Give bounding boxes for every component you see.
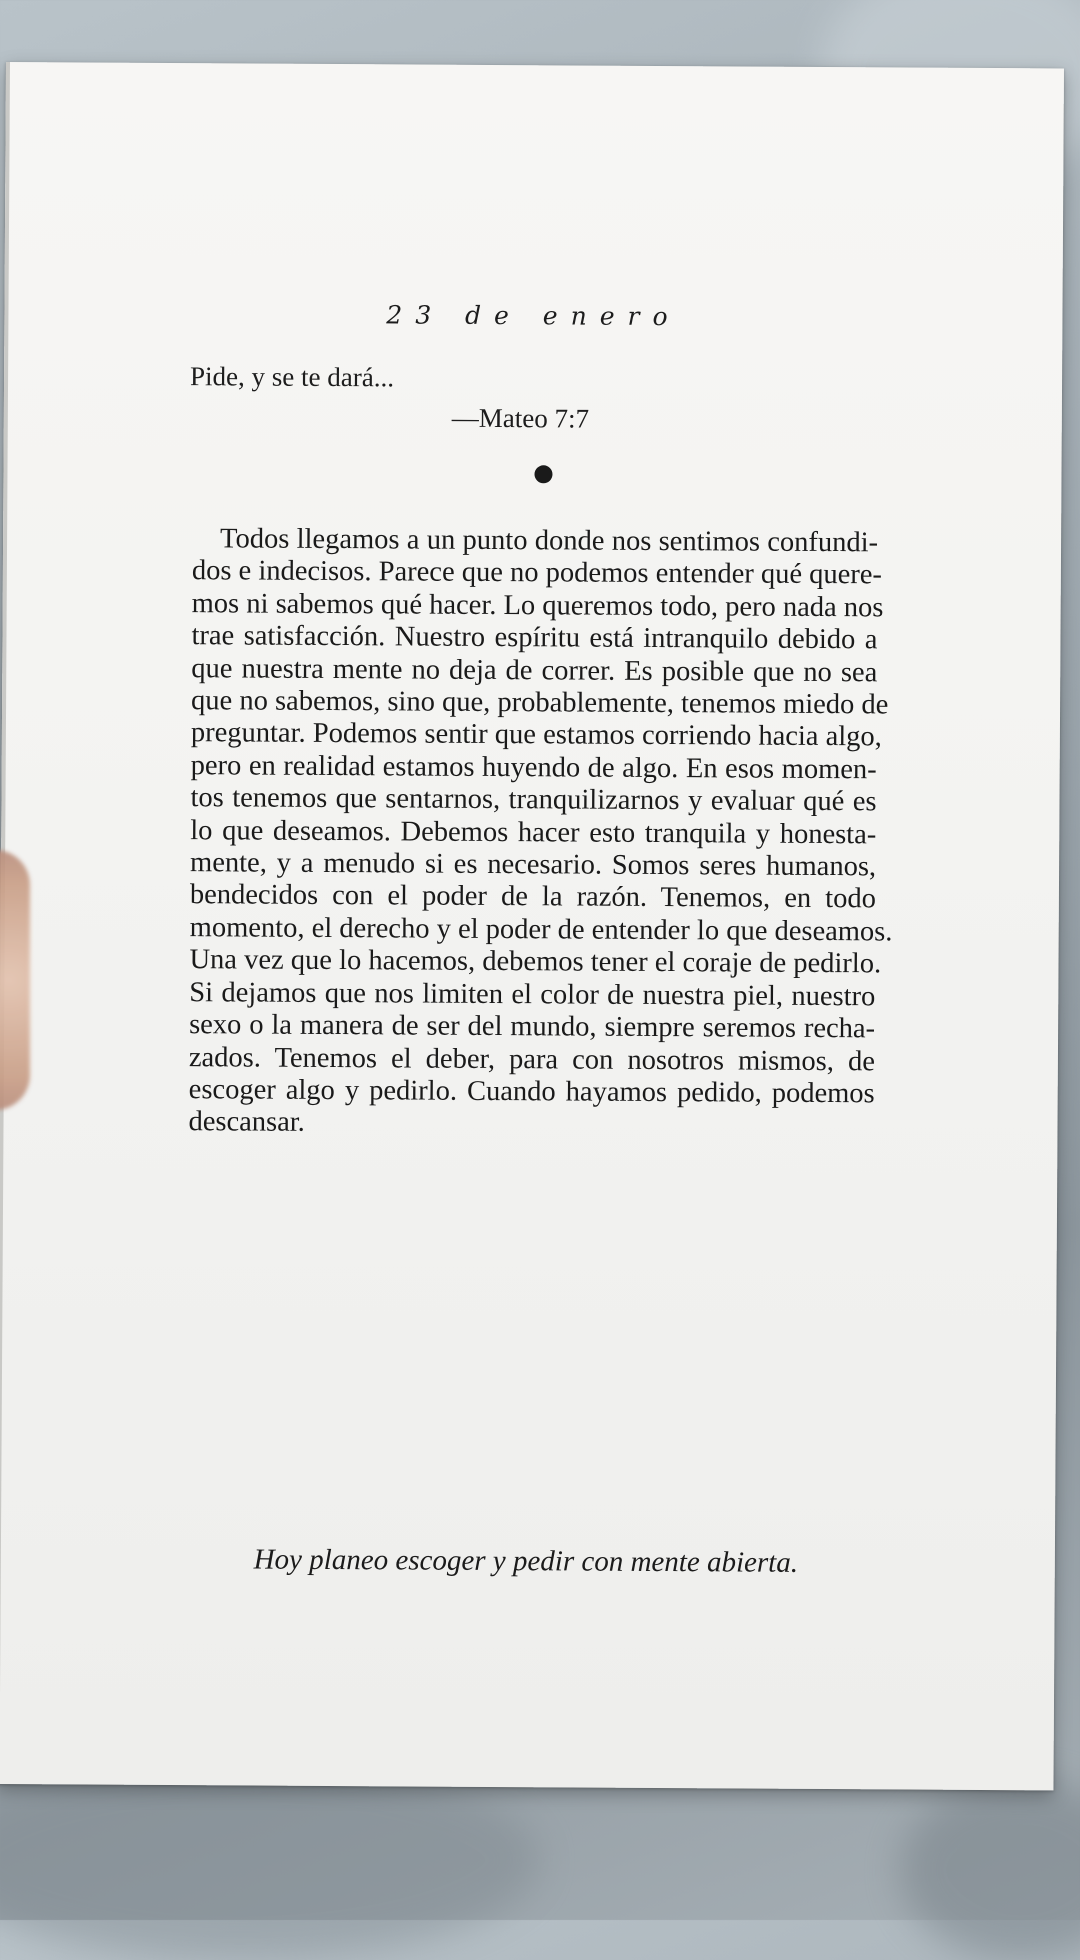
body-line: lo que deseamos. Debemos hacer esto tranquila y honesta-	[190, 814, 877, 850]
body-line: zados. Tenemos el deber, para con nosotros mismos, de	[188, 1041, 876, 1077]
body-line: Todos llegamos a un punto donde nos sentimos confundi-	[219, 523, 879, 559]
holding-finger	[0, 850, 30, 1110]
fabric-fold	[900, 1780, 1080, 1960]
body-line: Una vez que lo hacemos, debemos tener el coraje de pedirlo.	[189, 944, 882, 980]
body-line: dos e indecisos. Parece que no podemos entender qué quere-	[191, 555, 883, 591]
entry-body-paragraph	[188, 523, 893, 1143]
body-line: bendecidos con el poder de la razón. Tenemos, en todo	[189, 879, 876, 915]
body-line: sexo o la manera de ser del mundo, siempre seremos recha-	[189, 1009, 876, 1045]
body-line: escoger algo y pedirlo. Cuando hayamos pedido, podemos	[188, 1074, 875, 1110]
body-line: momento, el derecho y el poder de entender lo que deseamos.	[189, 912, 893, 948]
body-line: trae satisfacción. Nuestro espíritu está intranquilo debido a	[191, 620, 878, 656]
section-bullet-ornament	[534, 465, 552, 483]
epigraph-quote: Pide, y se te dará...	[189, 361, 395, 393]
body-line: mente, y a menudo si es necesario. Somos seres humanos,	[190, 847, 877, 883]
entry-date-heading: 23 de enero	[386, 300, 681, 332]
body-line: Si dejamos que nos limiten el color de nuestra piel, nuestro	[189, 976, 876, 1013]
fabric-fold	[0, 1760, 540, 1960]
body-line: preguntar. Podemos sentir que estamos corriendo hacia algo,	[190, 717, 882, 753]
body-line: que nuestra mente no deja de correr. Es posible que no sea	[191, 652, 878, 688]
body-line: tos tenemos que sentarnos, tranquilizarnos y evaluar qué es	[190, 782, 877, 818]
body-line: mos ni sabemos qué hacer. Lo queremos todo, pero nada nos	[191, 587, 884, 624]
epigraph-citation: —Mateo 7:7	[451, 402, 590, 434]
body-line: descansar.	[188, 1106, 305, 1139]
body-line: que no sabemos, sino que, probablemente, tenemos miedo de	[191, 685, 889, 721]
book-page	[0, 62, 1064, 1790]
body-line: pero en realidad estamos huyendo de algo. En esos momen-	[190, 749, 877, 786]
closing-affirmation: Hoy planeo escoger y pedir con mente abierta.	[253, 1543, 799, 1579]
